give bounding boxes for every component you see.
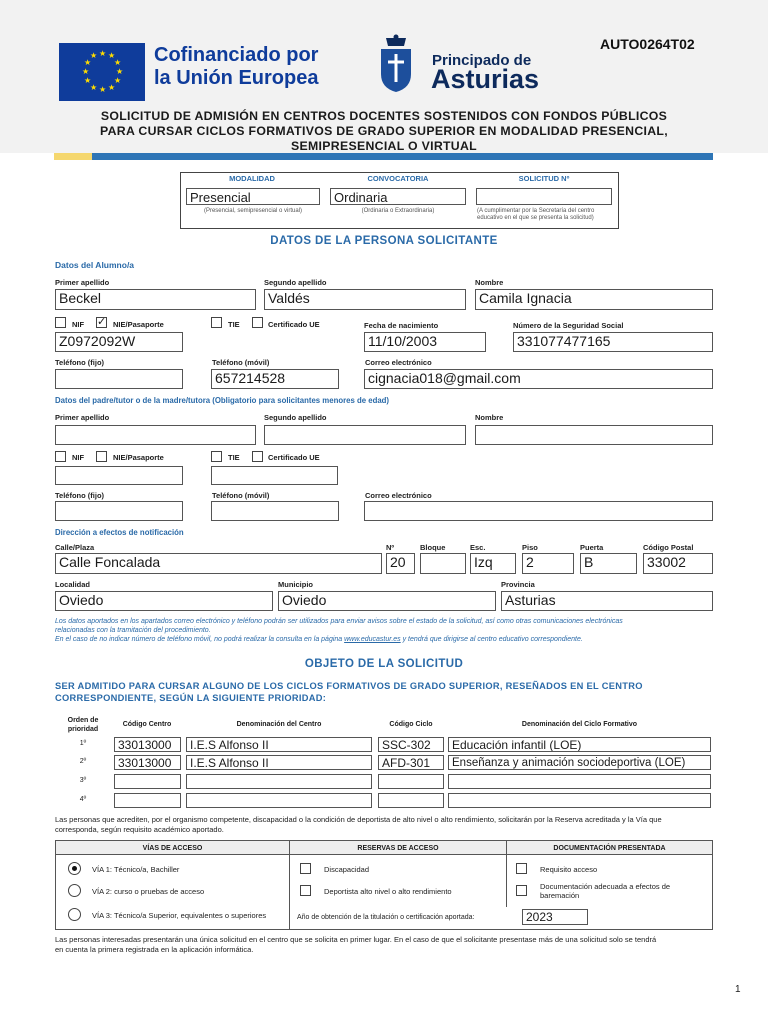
anio-input[interactable]: 2023 [522,909,588,925]
tutor-subtitle: Datos del padre/tutor o de la madre/tutora (Obligatorio para solicitantes menores de edad) [55,396,390,405]
centro-input[interactable] [186,774,372,789]
row-orden: 4º [79,796,87,803]
nif-checkbox[interactable] [55,317,66,328]
codigo-centro-input[interactable]: 33013000 [114,737,181,752]
tutor-cert-ue-checkbox[interactable] [252,451,263,462]
discapacidad-checkbox[interactable] [300,863,311,874]
via3-radio[interactable] [68,908,81,921]
tutor-tel-fijo-label: Teléfono (fijo) [55,491,105,500]
tutor-documento2-input[interactable] [211,466,338,485]
eu-cofinanciado-text: Cofinanciado por la Unión Europea [154,44,319,89]
anio-label: Año de obtención de la titulación o certificación aportada: [297,914,475,921]
baremacion-checkbox[interactable] [516,885,527,896]
tutor-cert-ue-label: Certificado UE [268,453,320,462]
codigo-ciclo-input[interactable]: AFD-301 [378,755,444,770]
provincia-label: Provincia [501,580,535,589]
discapacidad-label: Discapacidad [324,865,370,874]
tutor-segundo-apellido-input[interactable] [264,425,466,445]
nombre-label: Nombre [475,278,504,287]
eu-flag-logo [59,43,145,101]
codigo-ciclo-input[interactable]: SSC-302 [378,737,444,752]
reserva-note: Las personas que acrediten, por el organismo competente, discapacidad o la condición de deportista de alto nivel o alto rendimiento, solicitarán por la Reserva acreditada y la Vía que corresponda, según requisito académico aportado. [55,815,662,834]
col-divider [289,841,290,930]
primer-apellido-input[interactable]: Beckel [55,289,256,310]
centro-input[interactable]: I.E.S Alfonso II [186,755,372,770]
tutor-nombre-label: Nombre [475,413,504,422]
nss-label: Número de la Seguridad Social [513,321,624,330]
vias-header: VÍAS DE ACCESO [142,845,203,852]
row-orden: 1º [79,740,87,747]
tutor-tie-label: TIE [228,453,240,462]
ciclo-input[interactable] [448,793,711,808]
bloque-input[interactable] [420,553,466,574]
form-code: AUTO0264T02 [600,36,695,52]
row-orden: 2º [79,758,87,765]
svg-text:★: ★ [116,67,124,76]
deportista-label: Deportista alto nivel o alto rendimiento [324,887,452,896]
convocatoria-hint: (Ordinaria o Extraordinaria) [361,208,435,214]
tutor-nif-checkbox[interactable] [55,451,66,462]
tutor-correo-input[interactable] [364,501,713,521]
tutor-tel-movil-label: Teléfono (móvil) [212,491,270,500]
tutor-segundo-apellido-label: Segundo apellido [264,413,327,422]
cert-ue-label: Certificado UE [268,320,320,329]
nie-label: NIE/Pasaporte [113,320,164,329]
tutor-nif-label: NIF [72,453,85,462]
localidad-label: Localidad [55,580,91,589]
via2-radio[interactable] [68,884,81,897]
tutor-nombre-input[interactable] [475,425,713,445]
nombre-input[interactable]: Camila Ignacia [475,289,713,310]
footer-note: Las personas interesadas presentarán una única solicitud en el centro que se solicita en primer lugar. En el caso de que el solicitante presentase más de una solicitud solo se tendrá en cuenta la primera registrada en la aplicación informática. [55,935,657,954]
row-orden: 3º [79,777,87,784]
primer-apellido-label: Primer apellido [55,278,110,287]
requisito-label: Requisito acceso [540,865,598,874]
via1-label: VÍA 1: Técnico/a, Bachiller [92,865,180,874]
educastur-link[interactable]: www.educastur.es [344,636,401,643]
calle-label: Calle/Plaza [55,543,95,552]
tutor-correo-label: Correo electrónico [365,491,432,500]
col-denom-centro-header: Denominación del Centro [236,721,322,728]
svg-text:★: ★ [99,85,107,94]
tel-movil-input[interactable]: 657214528 [211,369,339,389]
deportista-checkbox[interactable] [300,885,311,896]
col-denom-ciclo-header: Denominación del Ciclo Formativo [521,721,638,728]
objeto-subtitle: SER ADMITIDO PARA CURSAR ALGUNO DE LOS CICLOS FORMATIVOS DE GRADO SUPERIOR, RESEÑADOS EN EL CENTRO CORRESPONDIENTE, SEGÚN LA SIGUIENTE PRIORIDAD: [55,681,643,703]
convocatoria-input[interactable]: Ordinaria [330,188,466,205]
modalidad-label: MODALIDAD [229,174,275,183]
documentacion-header: DOCUMENTACIÓN PRESENTADA [553,845,666,852]
codigo-centro-input[interactable] [114,793,181,808]
tel-fijo-input[interactable] [55,369,183,389]
cert-ue-checkbox[interactable] [252,317,263,328]
region-line2: Asturias [431,64,540,94]
codigo-ciclo-input[interactable] [378,774,444,789]
localidad-input[interactable]: Oviedo [55,591,273,611]
tutor-primer-apellido-input[interactable] [55,425,256,445]
alumno-subtitle: Datos del Alumno/a [55,260,135,270]
ciclo-input[interactable]: Educación infantil (LOE) [448,737,711,752]
fecha-label: Fecha de nacimiento [364,321,439,330]
tutor-nie-label: NIE/Pasaporte [113,453,164,462]
solicitud-label: SOLICITUD Nº [518,174,570,183]
segundo-apellido-input[interactable]: Valdés [264,289,466,310]
svg-text:★: ★ [108,51,116,60]
piso-input[interactable]: 2 [522,553,574,574]
codigo-ciclo-input[interactable] [378,793,444,808]
via2-label: VÍA 2: curso o pruebas de acceso [92,887,205,896]
municipio-input[interactable]: Oviedo [278,591,496,611]
centro-input[interactable] [186,793,372,808]
puerta-label: Puerta [580,543,604,552]
divider-blue [92,153,713,160]
cp-label: Código Postal [643,543,694,552]
convocatoria-label: CONVOCATORIA [367,174,429,183]
col-codigo-ciclo-header: Código Ciclo [389,721,433,728]
correo-label: Correo electrónico [365,358,432,367]
svg-text:★: ★ [114,58,122,67]
region-line1: Principado de [432,52,532,69]
svg-text:★: ★ [84,76,92,85]
nie-checkbox[interactable]: ✓ [97,316,107,328]
page-number: 1 [735,984,741,995]
requisito-checkbox[interactable] [516,863,527,874]
codigo-centro-input[interactable]: 33013000 [114,755,181,770]
calle-input[interactable]: Calle Foncalada [55,553,382,574]
svg-text:★: ★ [114,76,122,85]
bloque-label: Bloque [420,543,446,552]
nss-input[interactable]: 331077477165 [513,332,713,352]
num-label: Nº [386,543,395,552]
tie-label: TIE [228,320,240,329]
via3-label: VÍA 3: Técnico/a Superior, equivalentes o superiores [92,911,267,920]
tutor-primer-apellido-label: Primer apellido [55,413,110,422]
col-codigo-centro-header: Código Centro [122,721,172,728]
svg-text:★: ★ [108,83,116,92]
form-title: SOLICITUD DE ADMISIÓN EN CENTROS DOCENTES SOSTENIDOS CON FONDOS PÚBLICOS PARA CURSAR CICLOS FORMATIVOS DE GRADO SUPERIOR EN MODALIDAD PRESENCIAL, SEMIPRESENCIAL O VIRTUAL [100,109,668,153]
municipio-label: Municipio [278,580,313,589]
piso-label: Piso [522,543,538,552]
svg-text:★: ★ [99,49,107,58]
direccion-subtitle: Dirección a efectos de notificación [55,528,184,537]
section-objeto-title: OBJETO DE LA SOLICITUD [304,658,464,670]
tutor-documento-input[interactable] [55,466,183,485]
svg-text:★: ★ [90,51,98,60]
num-input[interactable]: 20 [386,553,415,574]
svg-text:★: ★ [84,58,92,67]
documento-input[interactable]: Z0972092W [55,332,183,352]
solicitud-hint: (A cumplimentar por la Secretaría del centro educativo en el que se presenta la solicitud) [477,208,595,221]
puerta-input[interactable]: B [580,553,637,574]
modalidad-input[interactable]: Presencial [186,188,320,205]
tel-fijo-label: Teléfono (fijo) [55,358,105,367]
tutor-tel-movil-input[interactable] [211,501,339,521]
fecha-input[interactable]: 11/10/2003 [364,332,486,352]
nif-label: NIF [72,320,85,329]
centro-input[interactable]: I.E.S Alfonso II [186,737,372,752]
svg-text:★: ★ [82,67,90,76]
codigo-centro-input[interactable] [114,774,181,789]
ciclo-input[interactable] [448,774,711,789]
provincia-input[interactable]: Asturias [501,591,713,611]
via1-radio[interactable] [68,862,81,875]
tutor-tel-fijo-input[interactable] [55,501,183,521]
ciclo-input[interactable]: Enseñanza y animación sociodeportiva (LOE) [448,755,711,770]
tutor-tie-checkbox[interactable] [211,451,222,462]
tie-checkbox[interactable] [211,317,222,328]
solicitud-input[interactable] [476,188,612,205]
section-solicitante-title: DATOS DE LA PERSONA SOLICITANTE [270,235,498,247]
cp-input[interactable]: 33002 [643,553,713,574]
tel-movil-label: Teléfono (móvil) [212,358,270,367]
baremacion-label: Documentación adecuada a efectos de baremación [540,882,671,900]
privacy-note: Los datos aportados en los apartados correo electrónico y teléfono podrán ser utilizados para enviar avisos sobre el estado de la solicitud, así como otras comunicaciones electrónicas relacionadas con la tramitación del procedimiento. En el caso de no indicar número de teléfono móvil, no podrá realizar la consulta en la página www.educastur.es y tendrá que dirigirse al centro educativo correspondiente. [55,618,623,643]
tutor-nie-checkbox[interactable] [96,451,107,462]
divider-yellow [54,153,92,160]
col-orden-header: Orden de prioridad [67,717,99,733]
svg-text:★: ★ [90,83,98,92]
modalidad-hint: (Presencial, semipresencial o virtual) [203,208,303,214]
asturias-shield-logo [378,34,414,94]
reservas-header: RESERVAS DE ACCESO [357,845,439,852]
esc-label: Esc. [470,543,486,552]
esc-input[interactable]: Izq [470,553,516,574]
correo-input[interactable]: cignacia018@gmail.com [364,369,713,389]
segundo-apellido-label: Segundo apellido [264,278,327,287]
